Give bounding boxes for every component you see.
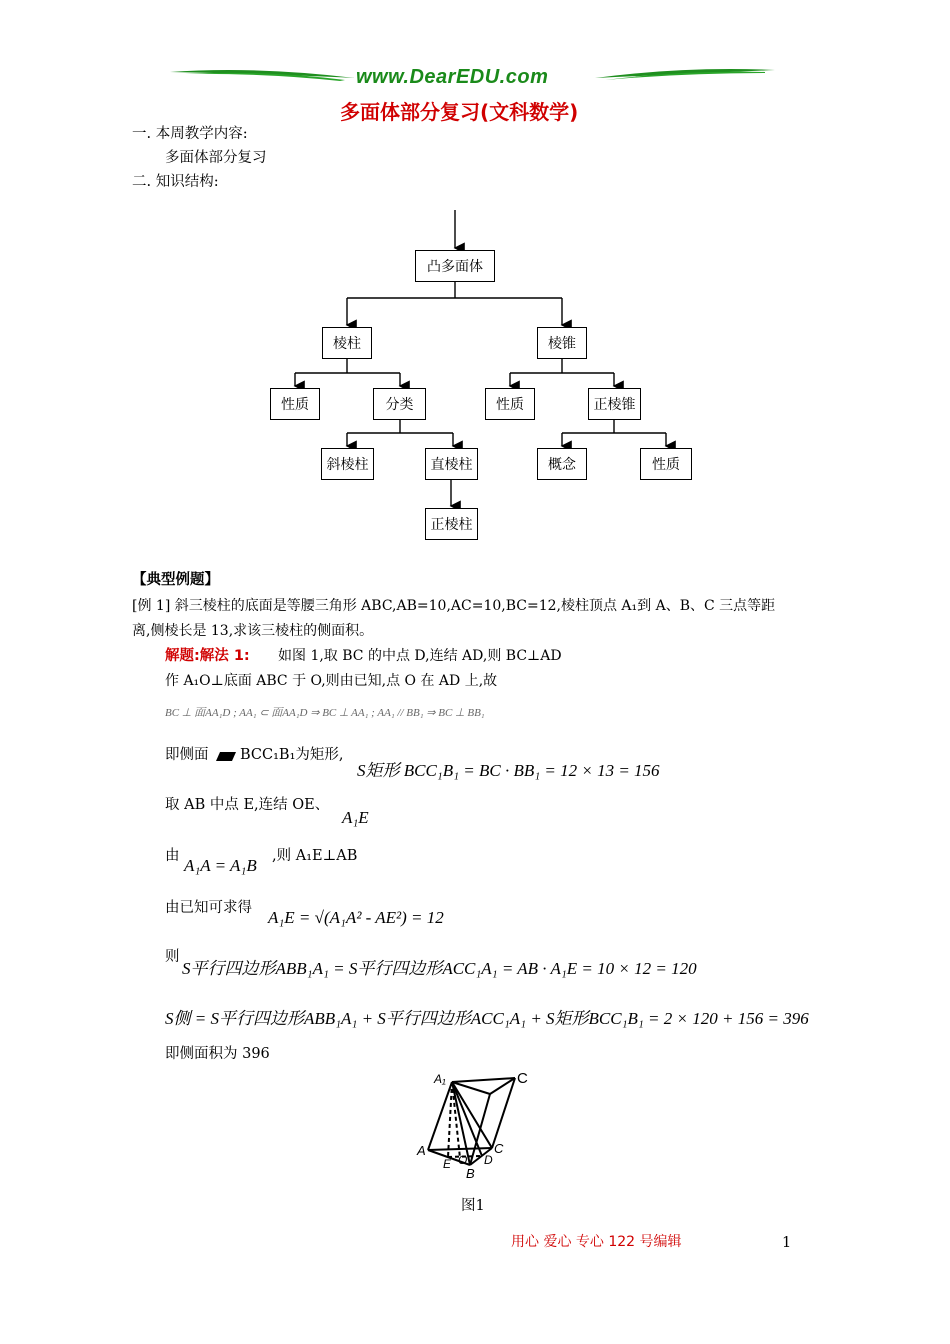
conclusion: 即侧面积为 396 xyxy=(165,1046,270,1062)
outline-item-2: 二. 知识结构: xyxy=(132,174,219,190)
take-ab-math: A₁E xyxy=(342,808,369,827)
node-convex-polyhedron: 凸多面体 xyxy=(415,250,495,282)
solution-line-1: 如图 1,取 BC 的中点 D,连结 AD,则 BC⊥AD xyxy=(278,648,562,664)
fig-label-a1: A₁ xyxy=(434,1072,446,1086)
node-pyramid-property: 性质 xyxy=(485,388,535,420)
fig-label-e: E xyxy=(443,1157,452,1171)
node-regular-pyramid-property: 性质 xyxy=(640,448,692,480)
total-math: S侧 = S平行四边形ABB₁A₁ + S平行四边形ACC₁A₁ + S矩形BCC₁B₁ = 2 × 120 + 156 = 396 xyxy=(165,1009,809,1028)
rect-formula: S矩形 BCC₁B₁ = BC · BB₁ = 12 × 13 = 156 xyxy=(357,761,660,780)
known-label: 由已知可求得 xyxy=(165,900,252,916)
outline-item-1: 一. 本周教学内容: xyxy=(132,126,248,142)
footer-slogan: 用心 爱心 专心 122 号编辑 xyxy=(511,1234,682,1250)
example-1-line-2: 离,侧棱长是 13,求该三棱柱的侧面积。 xyxy=(132,623,374,639)
page-number: 1 xyxy=(782,1235,792,1251)
page-title: 多面体部分复习(文科数学) xyxy=(340,100,579,124)
fig-label-d: D xyxy=(484,1153,493,1167)
node-regular-pyramid: 正棱锥 xyxy=(588,388,641,420)
node-concept: 概念 xyxy=(537,448,587,480)
node-oblique-prism: 斜棱柱 xyxy=(321,448,374,480)
fig-label-b: B xyxy=(466,1166,475,1181)
by-result: ,则 A₁E⊥AB xyxy=(272,848,358,864)
fig-label-a: A xyxy=(417,1143,426,1158)
examples-heading: 【典型例题】 xyxy=(132,572,219,588)
known-math: A₁E = √(A₁A² - AE²) = 12 xyxy=(268,908,444,927)
figure-caption: 图1 xyxy=(461,1198,485,1214)
fig-label-c: C xyxy=(494,1141,504,1156)
node-prism-property: 性质 xyxy=(270,388,320,420)
rect-text-2: BCC₁B₁为矩形, xyxy=(240,747,344,763)
node-prism-classify: 分类 xyxy=(373,388,426,420)
rect-text: 即侧面 xyxy=(165,747,209,763)
node-prism: 棱柱 xyxy=(322,327,372,359)
node-regular-prism: 正棱柱 xyxy=(425,508,478,540)
solution-label: 解题:解法 1: xyxy=(165,648,250,664)
then-label: 则 xyxy=(165,949,180,965)
node-pyramid: 棱锥 xyxy=(537,327,587,359)
fig-label-c1: C xyxy=(517,1070,528,1087)
solution-line-2: 作 A₁O⊥底面 ABC 于 O,则由已知,点 O 在 AD 上,故 xyxy=(165,673,498,689)
example-1-line-1: [例 1] 斜三棱柱的底面是等腰三角形 ABC,AB=10,AC=10,BC=12,棱柱顶点 A₁到 A、B、C 三点等距 xyxy=(132,598,776,614)
then-math: S平行四边形ABB₁A₁ = S平行四边形ACC₁A₁ = AB · A₁E = 10 × 12 = 120 xyxy=(182,959,697,978)
site-brand[interactable]: www.DearEDU.com xyxy=(356,66,549,88)
outline-item-1-content: 多面体部分复习 xyxy=(165,150,267,166)
fig-label-o: O xyxy=(458,1153,468,1167)
take-ab-text: 取 AB 中点 E,连结 OE、 xyxy=(165,797,330,813)
implication-row: BC ⊥ 面AA₁D ; AA₁ ⊂ 面AA₁D ⇒ BC ⊥ AA₁ ; AA₁ // BB₁ ⇒ BC ⊥ BB₁ xyxy=(165,707,485,719)
by-math: A₁A = A₁B xyxy=(184,856,257,875)
node-right-prism: 直棱柱 xyxy=(425,448,478,480)
parallelogram-icon xyxy=(215,751,237,762)
by-label: 由 xyxy=(165,848,180,864)
